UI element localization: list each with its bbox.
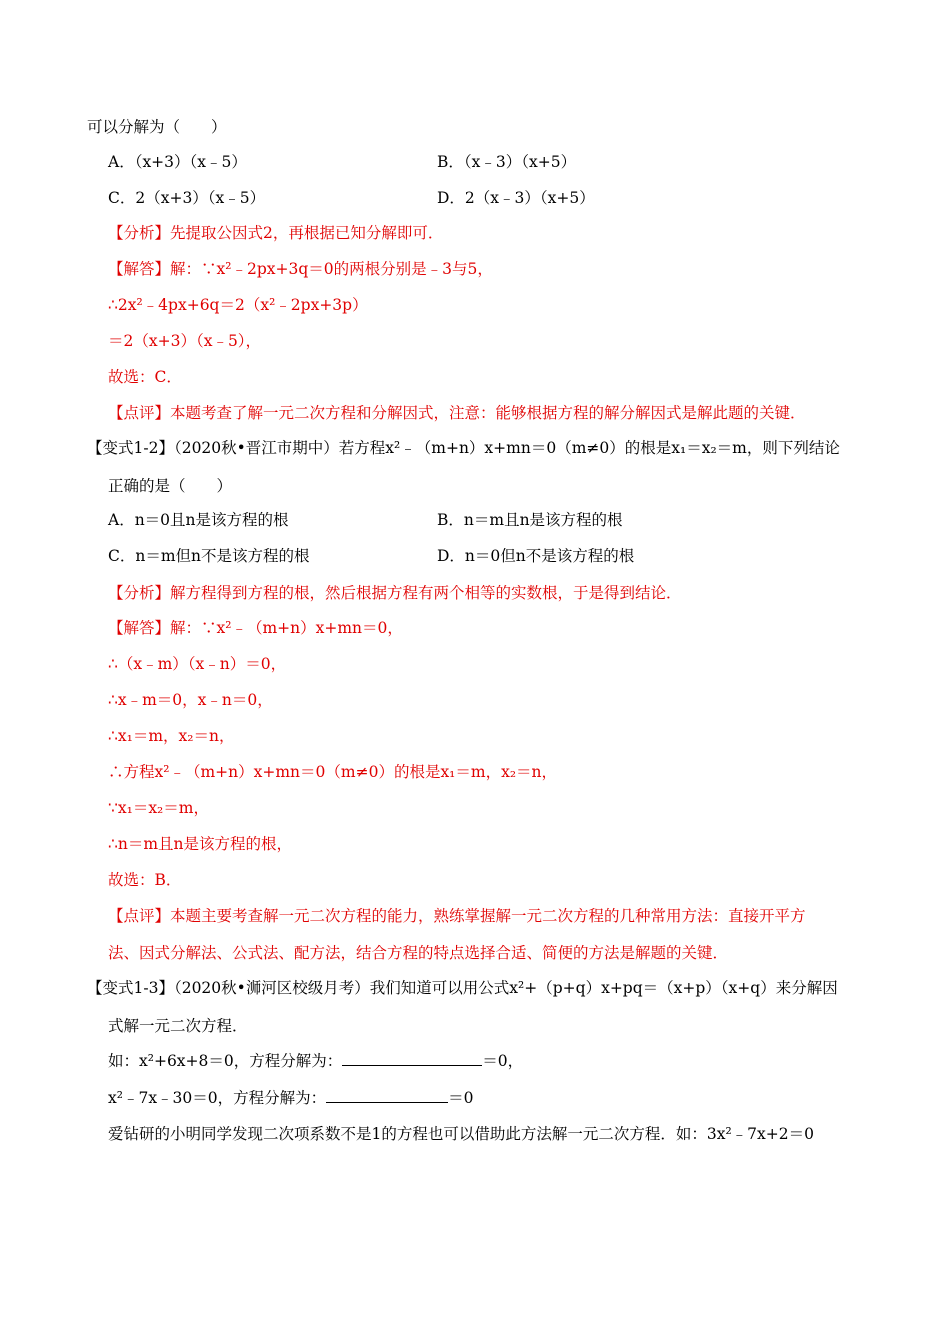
- option-b: B．（x﹣3）（x+5）: [437, 153, 577, 171]
- solution-line: ∵x₁＝x₂＝m，: [108, 799, 209, 817]
- example-line-2: [108, 1087, 474, 1109]
- solution-line: ∴2x²﹣4px+6q＝2（x²﹣2px+3p）: [108, 296, 368, 314]
- solution-line: 【解答】解：∵x²﹣2px+3q＝0的两根分别是﹣3与5，: [108, 260, 493, 278]
- answer-blank[interactable]: [326, 1088, 448, 1103]
- solution-line: ∴（x﹣m）（x﹣n）＝0，: [108, 655, 287, 673]
- solution-line: 故选：B．: [108, 871, 182, 889]
- solution-line: ∴方程x²﹣（m+n）x+mn＝0（m≠0）的根是x₁＝m，x₂＝n，: [108, 763, 558, 781]
- example-prefix: x²﹣7x﹣30＝0，方程分解为：: [108, 1089, 327, 1107]
- option-d: D．n＝0但n不是该方程的根: [437, 547, 635, 565]
- answer-blank[interactable]: [342, 1051, 482, 1066]
- comment-text: 【点评】本题主要考查解一元二次方程的能力，熟练掌握解一元二次方程的几种常用方法：直接开平方: [108, 907, 806, 925]
- comment-text: 【点评】本题考查了解一元二次方程和分解因式，注意：能够根据方程的解分解因式是解此题的关键．: [108, 404, 806, 422]
- solution-line: ∴n＝m且n是该方程的根，: [108, 835, 293, 853]
- solution-line: 【解答】解：∵x²﹣（m+n）x+mn＝0，: [108, 619, 403, 637]
- example-suffix: ＝0: [448, 1089, 474, 1107]
- question-stem: 【变式1-3】（2020秋•浉河区校级月考）我们知道可以用公式x²+（p+q）x+pq＝（x+p）（x+q）来分解因: [87, 979, 838, 997]
- solution-line: ∴x﹣m＝0，x﹣n＝0，: [108, 691, 273, 709]
- comment-text: 法、因式分解法、公式法、配方法，结合方程的特点选择合适、简便的方法是解题的关键．: [108, 944, 729, 962]
- example-suffix: ＝0，: [482, 1052, 524, 1070]
- option-c: C．n＝m但n不是该方程的根: [108, 547, 310, 565]
- question-stem: 式解一元二次方程．: [108, 1017, 248, 1035]
- option-a: A．（x+3）（x﹣5）: [108, 153, 247, 171]
- option-b: B．n＝m且n是该方程的根: [437, 511, 623, 529]
- analysis-text: 【分析】解方程得到方程的根，然后根据方程有两个相等的实数根，于是得到结论．: [108, 584, 682, 602]
- option-a: A．n＝0且n是该方程的根: [108, 511, 289, 529]
- example-line-1: [108, 1050, 523, 1072]
- option-d: D．2（x﹣3）（x+5）: [437, 189, 595, 207]
- option-c: C．2（x+3）（x﹣5）: [108, 189, 266, 207]
- solution-line: ∴x₁＝m，x₂＝n，: [108, 727, 235, 745]
- analysis-text: 【分析】先提取公因式2，再根据已知分解即可．: [108, 224, 444, 242]
- question-text: 爱钻研的小明同学发现二次项系数不是1的方程也可以借助此方法解一元二次方程．如：3x²﹣7x+2＝0: [108, 1125, 814, 1143]
- solution-line: 故选：C．: [108, 368, 182, 386]
- question-stem: 正确的是（ ）: [108, 477, 233, 495]
- solution-line: ＝2（x+3）（x﹣5），: [108, 332, 262, 350]
- question-stem: 【变式1-2】（2020秋•晋江市期中）若方程x²﹣（m+n）x+mn＝0（m≠0）的根是x₁＝x₂＝m，则下列结论: [87, 439, 840, 457]
- example-prefix: 如：x²+6x+8＝0，方程分解为：: [108, 1052, 343, 1070]
- question-stem-tail: 可以分解为（ ）: [87, 118, 227, 136]
